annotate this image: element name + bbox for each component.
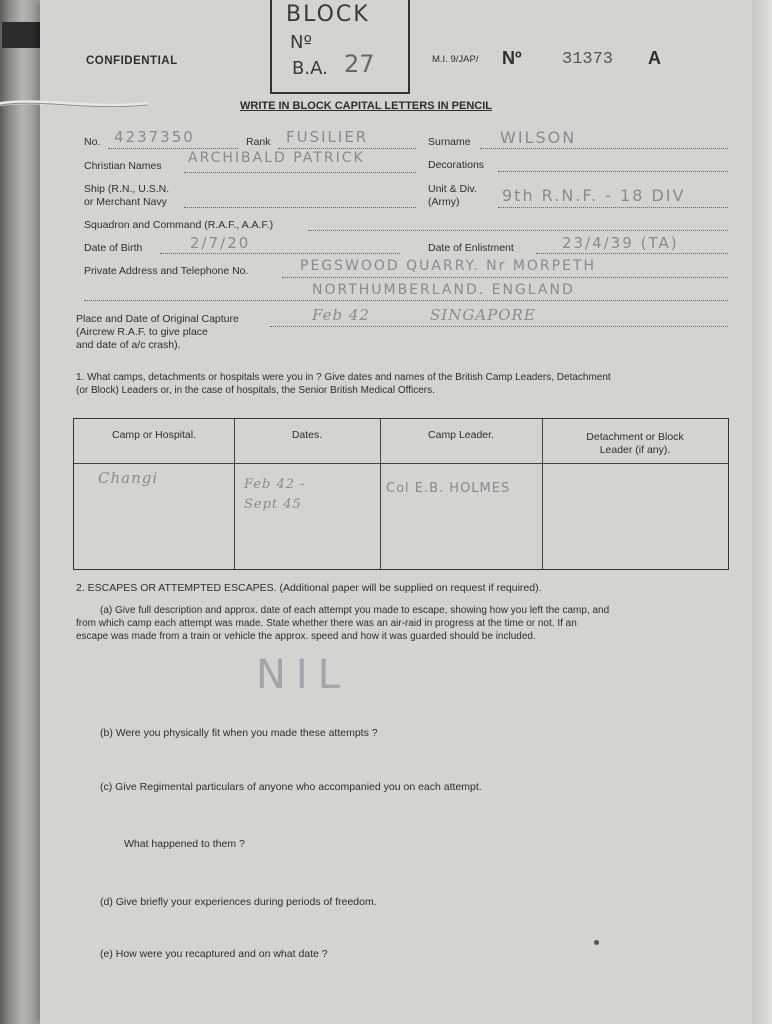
capture-label-1: Place and Date of Original Capture bbox=[76, 313, 239, 325]
q2-a-line-1: (a) Give full description and approx. date of each attempt you made to escape, showing how you left the camp, and bbox=[100, 605, 610, 616]
ink-spot bbox=[594, 940, 599, 945]
enlistment-label: Date of Enlistment bbox=[428, 242, 514, 254]
surname-label: Surname bbox=[428, 136, 471, 148]
unit-value: 9th R.N.F. - 18 DIV bbox=[502, 186, 686, 205]
stamp-ba: B.A. bbox=[292, 58, 328, 79]
camps-table bbox=[73, 418, 729, 570]
instruction-heading: WRITE IN BLOCK CAPITAL LETTERS IN PENCIL bbox=[240, 100, 492, 112]
dob-value: 2/7/20 bbox=[190, 234, 251, 252]
q2-d: (d) Give briefly your experiences during periods of freedom. bbox=[100, 896, 377, 908]
sheet-edge bbox=[752, 0, 772, 1024]
stamp-number: 27 bbox=[344, 50, 375, 78]
header-camp: Camp or Hospital. bbox=[111, 429, 197, 441]
form-suffix: A bbox=[648, 48, 661, 68]
header-camp-leader: Camp Leader. bbox=[428, 429, 494, 441]
ship-label-2: or Merchant Navy bbox=[84, 196, 167, 208]
q2-c-2: What happened to them ? bbox=[124, 838, 245, 850]
capture-date: Feb 42 bbox=[312, 306, 370, 324]
christian-names-label: Christian Names bbox=[84, 160, 162, 172]
surname-value: WILSON bbox=[500, 128, 577, 147]
service-no-value: 4237350 bbox=[114, 128, 195, 146]
header-dates: Dates. bbox=[291, 429, 323, 441]
row-date-2: Sept 45 bbox=[244, 497, 302, 512]
christian-names-value: ARCHIBALD PATRICK bbox=[188, 150, 365, 166]
enlistment-value: 23/4/39 (TA) bbox=[562, 234, 679, 252]
escape-answer: NIL bbox=[256, 652, 351, 698]
capture-label-2: (Aircrew R.A.F. to give place bbox=[76, 326, 208, 338]
number-symbol: Nº bbox=[502, 48, 522, 68]
address-line-1: PEGSWOOD QUARRY. Nr MORPETH bbox=[300, 258, 597, 274]
reference-label: M.I. 9/JAP/ bbox=[432, 54, 479, 65]
row-leader: Col E.B. HOLMES bbox=[386, 481, 511, 496]
q2-e: (e) How were you recaptured and on what date ? bbox=[100, 948, 328, 960]
squadron-label: Squadron and Command (R.A.F., A.A.F.) bbox=[84, 219, 274, 231]
block-stamp bbox=[270, 0, 410, 94]
form-number: 31373 bbox=[562, 50, 614, 69]
q2-c: (c) Give Regimental particulars of anyone who accompanied you on each attempt. bbox=[100, 781, 482, 793]
rank-value: FUSILIER bbox=[286, 128, 369, 146]
rank-label: Rank bbox=[246, 136, 271, 148]
q2-a-line-2: from which camp each attempt was made. State whether there was an air-raid in progress at the time or not. If an bbox=[76, 618, 577, 629]
row-date-1: Feb 42 - bbox=[244, 477, 306, 492]
stamp-no: Nº bbox=[290, 32, 312, 53]
q2-title: 2. ESCAPES OR ATTEMPTED ESCAPES. (Additional paper will be supplied on request if required). bbox=[76, 582, 542, 594]
ship-label-1: Ship (R.N., U.S.N. bbox=[84, 183, 170, 195]
q2-a-line-3: escape was made from a train or vehicle the approx. speed and how it was guarded should be included. bbox=[76, 631, 536, 642]
header-detachment-2: Leader (if any). bbox=[599, 444, 671, 456]
q2-b: (b) Were you physically fit when you made these attempts ? bbox=[100, 727, 378, 739]
confidential-label: CONFIDENTIAL bbox=[86, 55, 178, 67]
dob-label: Date of Birth bbox=[84, 242, 143, 254]
decorations-label: Decorations bbox=[428, 159, 485, 171]
header-detachment-1: Detachment or Block bbox=[586, 431, 684, 443]
address-line-2: NORTHUMBERLAND. ENGLAND bbox=[312, 282, 575, 298]
capture-place: SINGAPORE bbox=[430, 306, 536, 324]
address-label: Private Address and Telephone No. bbox=[84, 265, 249, 277]
q1-line-2: (or Block) Leaders or, in the case of hospitals, the Senior British Medical Officers. bbox=[76, 385, 435, 396]
row-camp: Changi bbox=[98, 469, 159, 487]
unit-label-2: (Army) bbox=[428, 196, 460, 208]
capture-label-3: and date of a/c crash). bbox=[76, 339, 181, 351]
binding-string bbox=[0, 96, 150, 112]
q1-line-1: 1. What camps, detachments or hospitals were you in ? Give dates and names of the British Camp Leaders, Detachment bbox=[76, 372, 611, 383]
unit-label-1: Unit & Div. bbox=[428, 183, 477, 195]
stamp-block: BLOCK bbox=[286, 2, 370, 27]
service-no-label: No. bbox=[84, 136, 101, 148]
